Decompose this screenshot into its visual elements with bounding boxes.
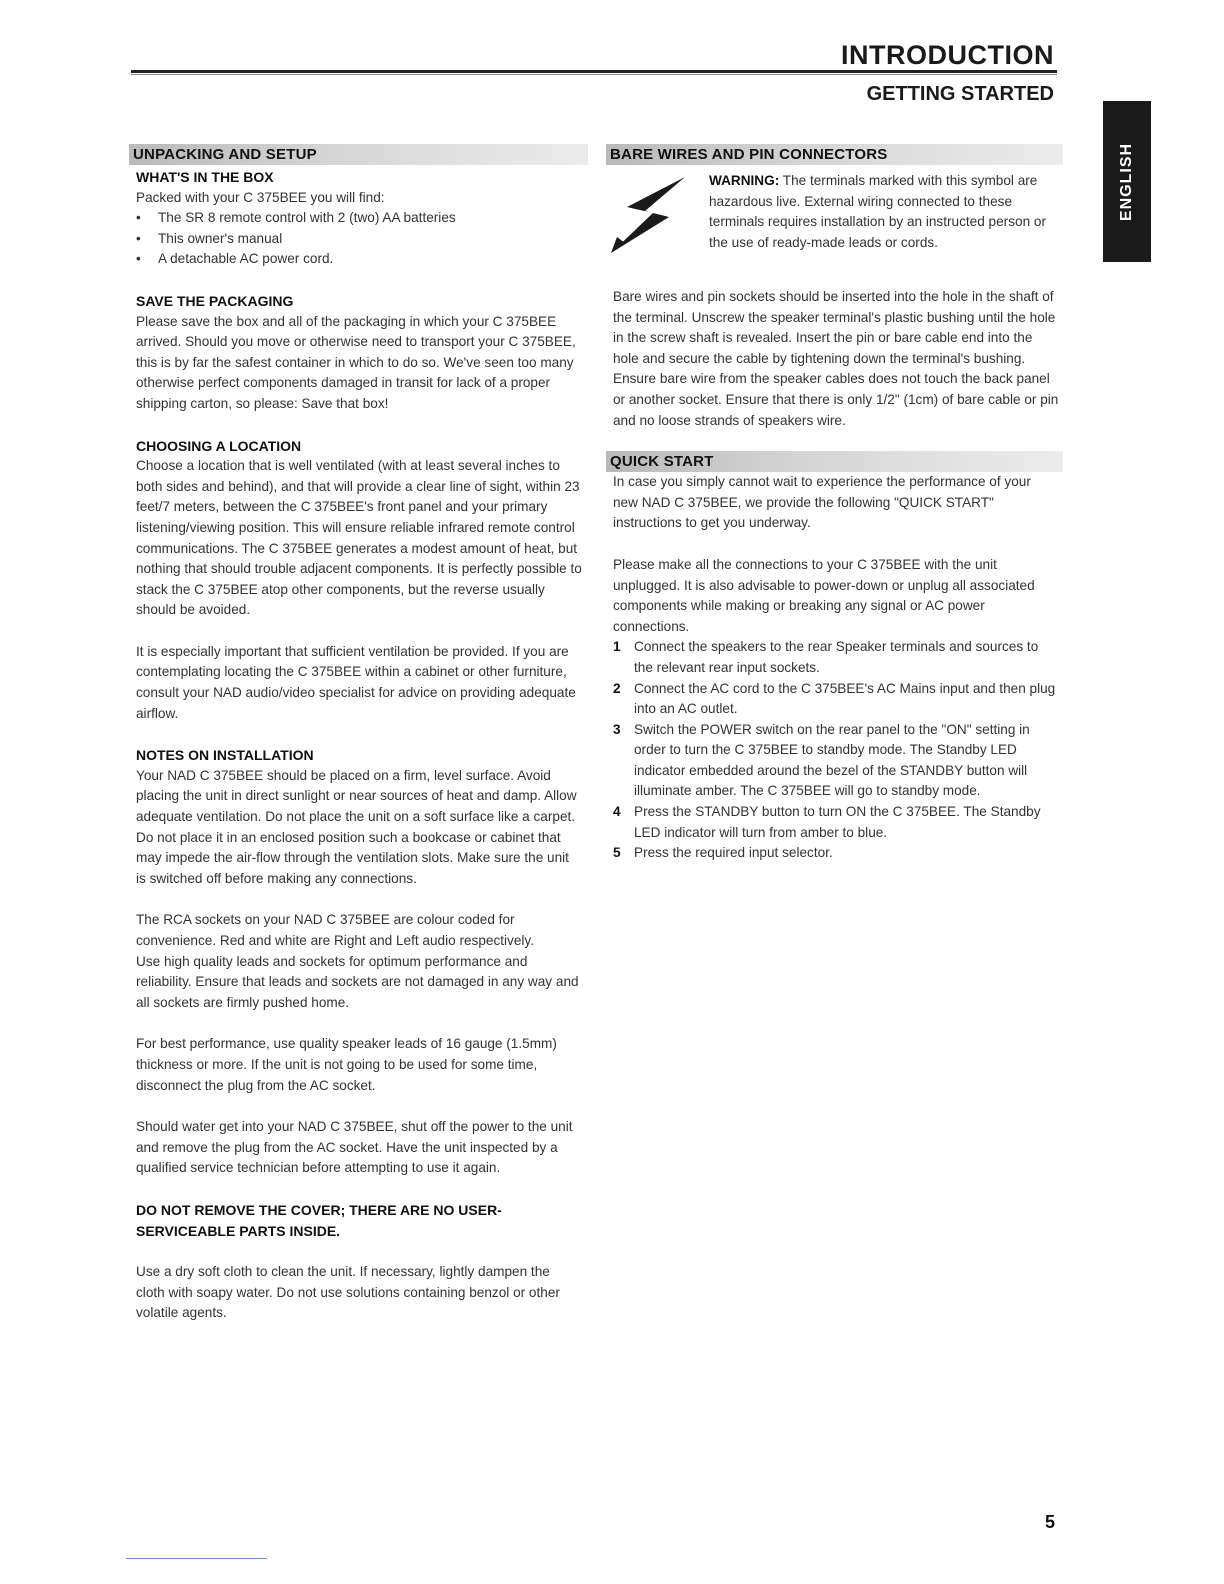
quick-start-steps	[613, 637, 1059, 864]
page-title: INTRODUCTION	[841, 40, 1054, 70]
installation-paragraph-speaker-leads: For best performance, use quality speaker leads of 16 gauge (1.5mm) thickness or more. If the unit is not going to be used for some time, disconnect the plug from the AC socket.	[136, 1036, 557, 1093]
language-tab-label: ENGLISH	[1118, 142, 1135, 221]
list-item: 2 Connect the AC cord to the C 375BEE's AC Mains input and then plug into an AC outlet.	[613, 680, 1056, 717]
heading-location: CHOOSING A LOCATION	[136, 437, 302, 454]
list-item: 3 Switch the POWER switch on the rear panel to the "ON" setting in order to turn the C 375BEE to standby mode. The Standby LED indicator embedded around the bezel of the STANDBY button will illuminate amber. The C 375BEE will go to standby mode.	[613, 721, 1030, 799]
header-rule-thin	[131, 74, 1057, 75]
warning-text: The terminals marked with this symbol are hazardous live. External wiring connected to these terminals requires installation by an instructed person or the use of ready-made leads or cords.	[709, 173, 1046, 250]
box-intro: Packed with your C 375BEE you will find:	[136, 189, 385, 205]
location-paragraph-1: Choose a location that is well ventilated (with at least several inches to both sides and behind), and that will provide a clear line of sight, within 23 feet/7 meters, between the C 375BEE's front panel and your primary listening/viewing position. This will ensure reliable infrared remote control communications. The C 375BEE generates a modest amount of heat, but nothing that should trouble adjacent components. It is perfectly possible to stack the C 375BEE atop other components, but the reverse usually should be avoided.	[136, 458, 582, 618]
quick-start-paragraph: Please make all the connections to your C 375BEE with the unit unplugged. It is also advisable to power-down or unplug all associated components while making or breaking any signal or AC power connections.	[613, 556, 1035, 634]
bare-wires-text: Bare wires and pin sockets should be inserted into the hole in the shaft of the terminal. Unscrew the speaker terminal's plastic bushing until the hole in the screw shaft is revealed. Insert the pin or bare cable end into the hole and secure the cable by tightening down the terminal's bushing. Ensure bare wire from the speaker cables does not touch the back panel or another socket. Ensure that there is only 1/2" (1cm) of bare cable or pin and no loose strands of speakers wire.	[613, 289, 1059, 428]
section-title-unpacking: UNPACKING AND SETUP	[129, 144, 588, 165]
warning-label: WARNING:	[709, 173, 780, 188]
list-item: 5 Press the required input selector.	[613, 845, 833, 861]
quick-start-intro: In case you simply cannot wait to experience the performance of your new NAD C 375BEE, we provide the following "QUICK START" instructions to get you underway.	[613, 474, 1031, 531]
language-tab	[1103, 101, 1151, 262]
header-rule	[131, 70, 1057, 73]
save-packaging-text: Please save the box and all of the packaging in which your C 375BEE arrived. Should you move or otherwise need to transport your C 375BEE, this is by far the safest container in which to do so. We've seen too many otherwise perfect components damaged in transit for lack of a proper shipping carton, so please: Save that box!	[136, 313, 576, 411]
cover-warning: DO NOT REMOVE THE COVER; THERE ARE NO USER-SERVICEABLE PARTS INSIDE.	[136, 1201, 502, 1239]
footer-rule	[126, 1558, 267, 1559]
installation-paragraph-leads: Use high quality leads and sockets for optimum performance and reliability. Ensure that leads and sockets are not damaged in any way and all sockets are firmly pushed home.	[136, 953, 579, 1010]
left-column	[133, 144, 582, 1324]
section-title-bare-wires: BARE WIRES AND PIN CONNECTORS	[606, 144, 1063, 165]
section-title-quick-start: QUICK START	[606, 451, 1063, 472]
page-subtitle: GETTING STARTED	[866, 83, 1054, 105]
lightning-bolt-icon	[607, 177, 695, 253]
warning-block	[613, 173, 1059, 287]
list-item: 4 Press the STANDBY button to turn ON the C 375BEE. The Standby LED indicator will turn from amber to blue.	[613, 804, 1041, 840]
installation-paragraph-cleaning: Use a dry soft cloth to clean the unit. If necessary, lightly dampen the cloth with soapy water. Do not use solutions containing benzol or other volatile agents.	[136, 1264, 560, 1321]
heading-save-packaging: SAVE THE PACKAGING	[136, 292, 294, 309]
heading-whats-in-box: WHAT'S IN THE BOX	[136, 169, 274, 185]
list-item: • A detachable AC power cord.	[136, 249, 582, 270]
installation-paragraph-rca: The RCA sockets on your NAD C 375BEE are colour coded for convenience. Red and white are Right and Left audio respectively.	[136, 912, 534, 948]
warning-text-block	[709, 171, 1059, 253]
heading-installation: NOTES ON INSTALLATION	[136, 747, 314, 764]
location-paragraph-2: It is especially important that sufficient ventilation be provided. If you are contemplating locating the C 375BEE within a cabinet or other furniture, consult your NAD audio/video specialist for advice on providing adequate airflow.	[136, 643, 576, 721]
installation-paragraph-water: Should water get into your NAD C 375BEE, shut off the power to the unit and remove the plug from the AC socket. Have the unit inspected by a qualified service technician before attempting to use it again.	[136, 1119, 573, 1176]
list-item: • The SR 8 remote control with 2 (two) AA batteries	[136, 208, 582, 229]
right-column	[610, 144, 1059, 864]
list-item: • This owner's manual	[136, 229, 582, 250]
list-item: 1 Connect the speakers to the rear Speaker terminals and sources to the relevant rear input sockets.	[613, 639, 1039, 675]
page-number: 5	[1045, 1512, 1056, 1532]
installation-paragraph-1: Your NAD C 375BEE should be placed on a firm, level surface. Avoid placing the unit in direct sunlight or near sources of heat and damp. Allow adequate ventilation. Do not place the unit on a soft surface like a carpet. Do not place it in an enclosed position such a bookcase or cabinet that may impede the air-flow through the ventilation slots. Make sure the unit is switched off before making any connections.	[136, 767, 577, 886]
